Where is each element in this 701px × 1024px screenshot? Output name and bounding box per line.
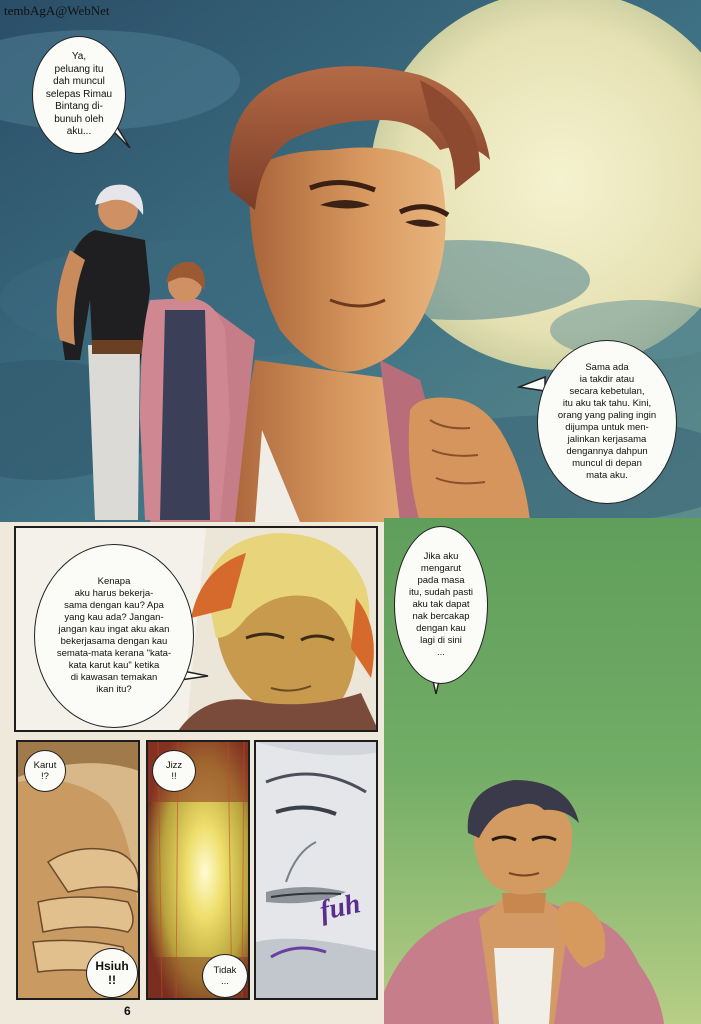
speech-bubble-middle-right: Jika aku mengarut pada masa itu, sudah pasti aku tak dapat nak bercakap dengan kau lagi di sini ...	[394, 526, 488, 684]
speech-bubble-top-left: Ya, peluang itu dah muncul selepas Rimau Bintang di- bunuh oleh aku...	[32, 36, 126, 154]
bottom-panel-face	[254, 740, 378, 1000]
right-green-panel	[384, 518, 701, 1024]
page-number: 6	[124, 1004, 131, 1018]
bottom-panel-hand	[16, 740, 140, 1000]
sfx-bubble-hsiuh: Hsiuh !!	[86, 948, 138, 998]
bottom-panel-flash	[146, 740, 250, 1000]
sfx-fuh: fuh	[317, 888, 364, 927]
speech-bubble-karut: Karut !?	[24, 750, 66, 792]
speech-bubble-top-right: Sama ada ia takdir atau secara kebetulan, itu aku tak tahu. Kini, orang yang paling ingin dijumpa untuk men- jalinkan kerjasama dengannya dahpun muncul di depan mata aku.	[537, 340, 677, 504]
speech-bubble-middle-left: Kenapa aku harus bekerja- sama dengan kau? Apa yang kau ada? Jangan- jangan kau ingat aku akan bekerjasama dengan kau semata-mata kerana "kata- kata karut kau" ketika di kawasan temakan ikan itu?	[34, 544, 194, 728]
speech-bubble-tidak: Tidak ...	[202, 954, 248, 998]
middle-left-panel	[14, 526, 378, 732]
bottom-panel-face-art	[256, 742, 378, 1000]
speech-bubble-jizz: Jizz !!	[152, 750, 196, 792]
watermark: tembAgA@WebNet	[4, 3, 110, 18]
